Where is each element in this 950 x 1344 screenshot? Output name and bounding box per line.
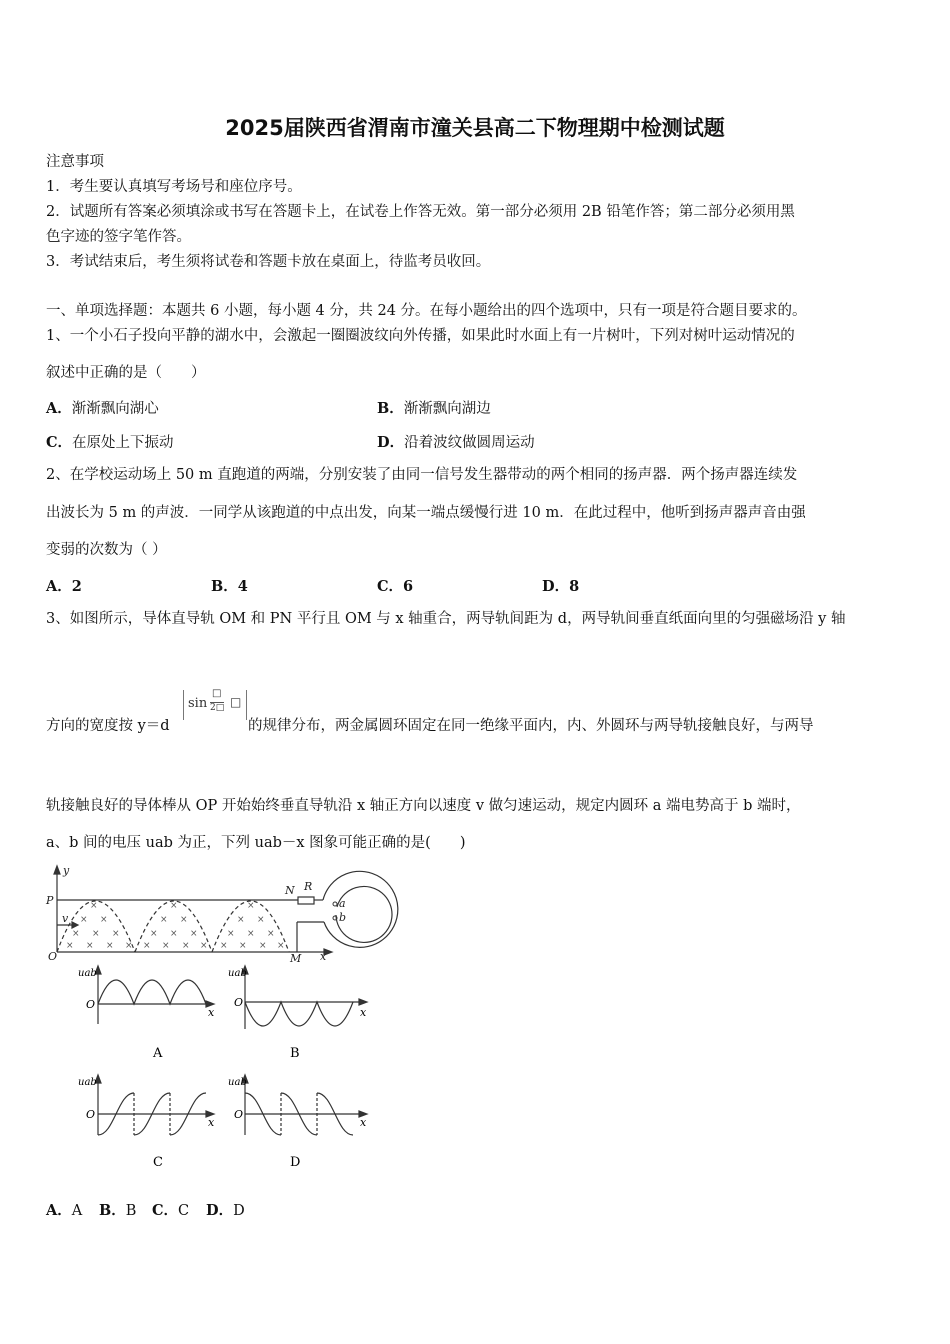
svg-text:×: × — [150, 929, 158, 939]
svg-text:×: × — [227, 929, 235, 939]
svg-text:y: y — [63, 864, 70, 877]
svg-text:×: × — [237, 915, 245, 925]
q2-option-d[interactable]: D．8 — [542, 578, 580, 595]
svg-text:×: × — [170, 929, 178, 939]
svg-text:R: R — [304, 880, 313, 893]
svg-text:M: M — [290, 952, 302, 965]
q1-option-c[interactable]: C．在原处上下振动 — [46, 434, 174, 451]
q1-option-a[interactable]: A．渐渐飘向湖心 — [46, 400, 159, 417]
q1-option-d[interactable]: D．沿着波纹做圆周运动 — [377, 434, 535, 451]
svg-text:×: × — [92, 929, 100, 939]
q3-option-b[interactable]: B．B — [99, 1202, 137, 1219]
q2-option-a[interactable]: A．2 — [46, 578, 82, 595]
svg-text:×: × — [106, 941, 114, 951]
question-2-text: 变弱的次数为（ ） — [46, 542, 167, 558]
svg-text:x: x — [320, 950, 327, 963]
svg-text:v: v — [62, 912, 69, 925]
notice-heading: 注意事项 — [46, 154, 104, 170]
svg-text:×: × — [257, 915, 265, 925]
q3-option-d[interactable]: D．D — [206, 1202, 245, 1219]
svg-text:×: × — [66, 941, 74, 951]
q3-option-c[interactable]: C．C — [152, 1202, 190, 1219]
graph-c — [78, 1073, 218, 1173]
svg-text:×: × — [160, 915, 168, 925]
svg-text:×: × — [182, 941, 190, 951]
svg-text:P: P — [46, 894, 54, 907]
svg-text:×: × — [162, 941, 170, 951]
q2-option-c[interactable]: C．6 — [377, 578, 414, 595]
svg-text:×: × — [277, 941, 285, 951]
svg-text:x: x — [360, 1006, 367, 1019]
question-1-text: 1、一个小石子投向平静的湖水中，会激起一圈圈波纹向外传播，如果此时水面上有一片树叶，下列对树叶运动情况的 — [46, 328, 795, 344]
svg-text:×: × — [259, 941, 267, 951]
q3-option-a[interactable]: A．A — [46, 1202, 83, 1219]
notice-item: 1．考生要认真填写考场号和座位序号。 — [46, 179, 302, 195]
graph-a-label: A — [153, 1046, 163, 1061]
svg-text:x: x — [208, 1006, 215, 1019]
svg-text:N: N — [285, 884, 295, 897]
notice-item: 2．试题所有答案必须填涂或书写在答题卡上，在试卷上作答无效。第一部分必须用 2B 铅笔作答；第二部分必须用黑 — [46, 204, 795, 220]
page-title: 2025届陕西省渭南市潼关县高二下物理期中检测试题 — [225, 116, 725, 140]
svg-text:×: × — [125, 941, 133, 951]
graph-d — [228, 1073, 373, 1173]
question-1-text: 叙述中正确的是（ ） — [46, 365, 206, 381]
svg-text:O: O — [86, 998, 96, 1011]
svg-text:×: × — [100, 915, 108, 925]
svg-text:×: × — [247, 929, 255, 939]
question-3-text: 3、如图所示，导体直导轨 OM 和 PN 平行且 OM 与 x 轴重合，两导轨间距为 d，两导轨间垂直纸面向里的匀强磁场沿 y 轴 — [46, 611, 846, 627]
question-3-text: 轨接触良好的导体棒从 OP 开始始终垂直导轨沿 x 轴正方向以速度 v 做匀速运动，规定内圆环 a 端电势高于 b 端时， — [46, 798, 801, 814]
svg-text:×: × — [200, 941, 208, 951]
q1-option-b[interactable]: B．渐渐飘向湖边 — [377, 400, 491, 417]
svg-text:x: x — [208, 1116, 215, 1129]
svg-text:×: × — [170, 901, 178, 911]
circuit-diagram — [40, 862, 420, 972]
svg-text:uab: uab — [78, 1077, 97, 1088]
section-heading: 一、单项选择题：本题共 6 小题，每小题 4 分，共 24 分。在每小题给出的四个选项中，只有一项是符合题目要求的。 — [46, 303, 807, 319]
svg-text:×: × — [267, 929, 275, 939]
svg-text:O: O — [48, 950, 58, 963]
svg-text:×: × — [190, 929, 198, 939]
svg-text:uab: uab — [228, 1077, 247, 1088]
svg-text:×: × — [72, 929, 80, 939]
svg-text:×: × — [80, 915, 88, 925]
svg-text:O: O — [234, 996, 244, 1009]
svg-text:a: a — [339, 897, 346, 910]
svg-text:×: × — [143, 941, 151, 951]
svg-text:b: b — [339, 911, 347, 924]
graph-d-label: D — [290, 1155, 301, 1170]
question-2-text: 出波长为 5 m 的声波．一同学从该跑道的中点出发，向某一端点缓慢行进 10 m．在此过程中，他听到扬声器声音由强 — [46, 505, 806, 521]
svg-text:×: × — [90, 901, 98, 911]
graph-c-label: C — [153, 1155, 163, 1170]
svg-text:O: O — [234, 1108, 244, 1121]
notice-item: 色字迹的签字笔作答。 — [46, 229, 191, 245]
svg-text:×: × — [180, 915, 188, 925]
question-3-text: 的规律分布，两金属圆环固定在同一绝缘平面内，内、外圆环与两导轨接触良好，与两导 — [248, 718, 814, 734]
svg-text:x: x — [360, 1116, 367, 1129]
svg-text:×: × — [220, 941, 228, 951]
question-3-text: a、b 间的电压 uab 为正，下列 uab－x 图象可能正确的是( ) — [46, 835, 466, 851]
q2-option-b[interactable]: B．4 — [211, 578, 248, 595]
graph-b-label: B — [290, 1046, 300, 1061]
svg-text:×: × — [239, 941, 247, 951]
sine-formula: sin □ 2□ □ — [183, 690, 247, 720]
svg-text:O: O — [86, 1108, 96, 1121]
svg-text:uab: uab — [228, 968, 247, 979]
question-2-text: 2、在学校运动场上 50 m 直跑道的两端，分别安装了由同一信号发生器带动的两个相同的扬声器．两个扬声器连续发 — [46, 467, 798, 483]
svg-text:×: × — [247, 901, 255, 911]
svg-text:×: × — [112, 929, 120, 939]
svg-text:uab: uab — [78, 968, 97, 979]
question-3-text: 方向的宽度按 y＝d — [46, 718, 170, 734]
notice-item: 3．考试结束后，考生须将试卷和答题卡放在桌面上，待监考员收回。 — [46, 254, 491, 270]
graph-b — [228, 964, 373, 1064]
graph-a — [78, 964, 218, 1064]
svg-text:×: × — [86, 941, 94, 951]
